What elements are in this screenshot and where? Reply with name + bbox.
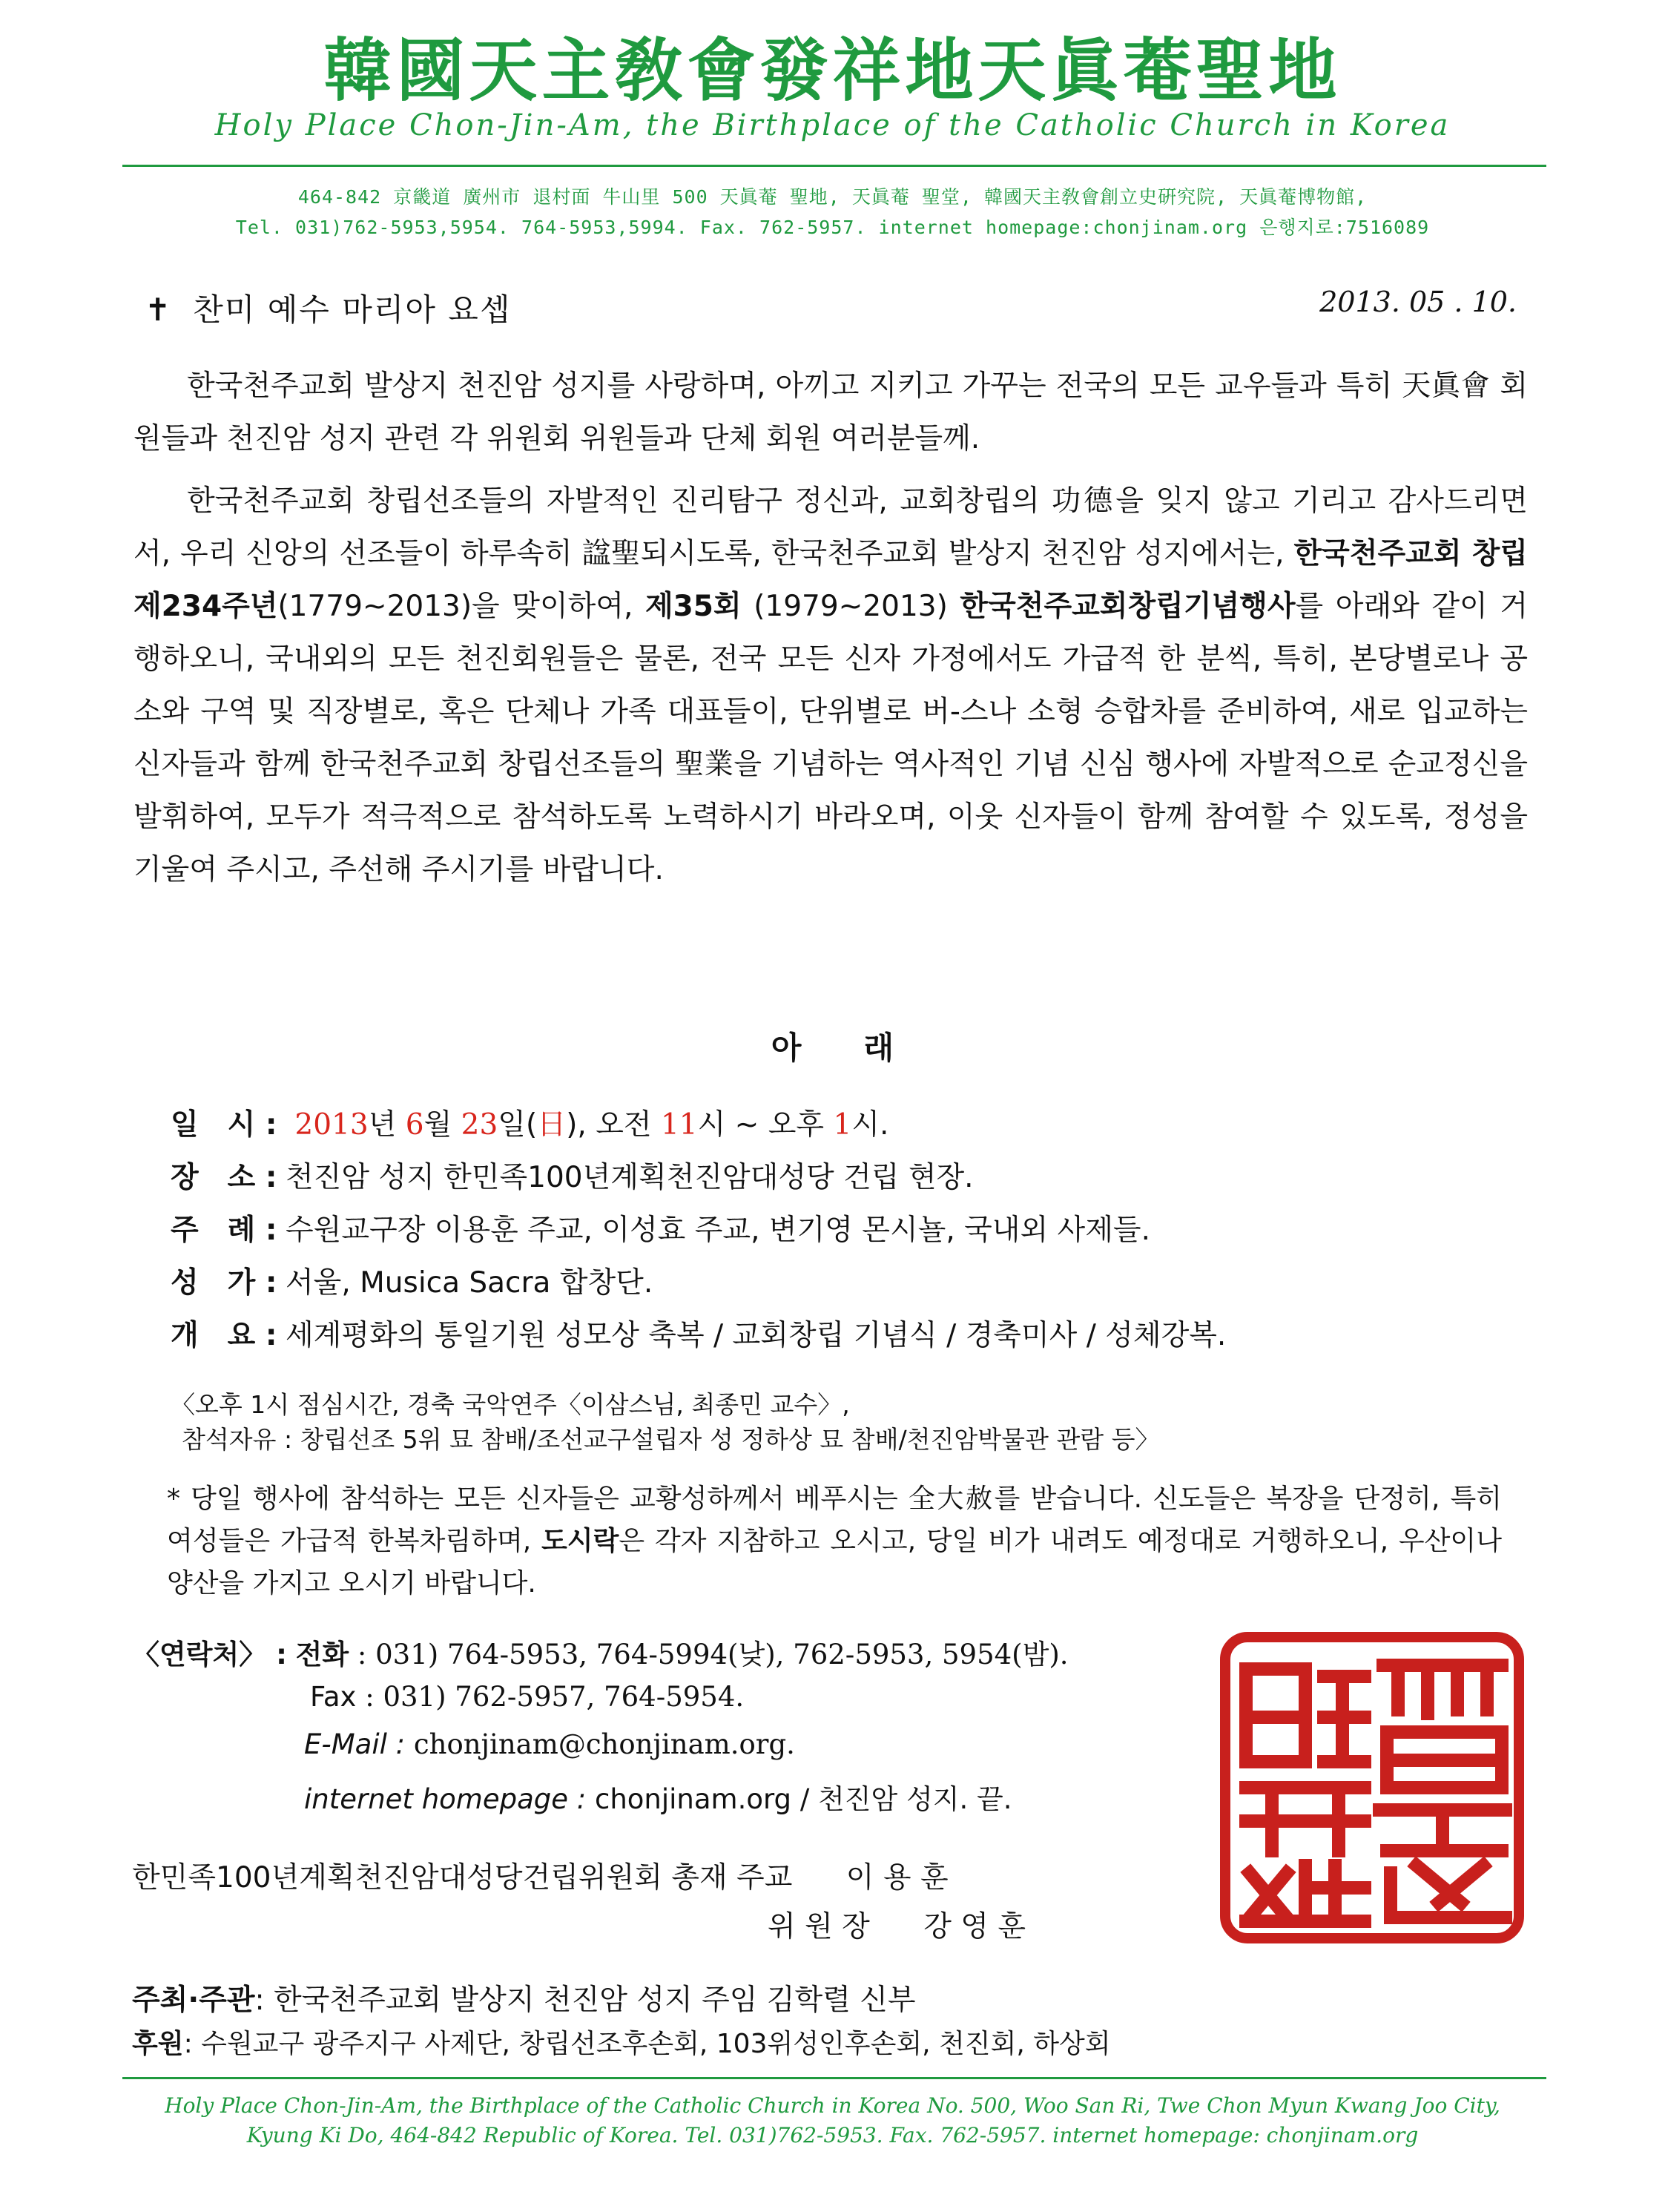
sponsor-value: : 수원교구 광주지구 사제단, 창립선조후손회, 103위성인후손회, 천진회, 하상회 bbox=[183, 2029, 1111, 2059]
host-label: 주최·주관 bbox=[132, 1984, 255, 2017]
officiant-value: 수원교구장 이용훈 주교, 이성효 주교, 변기영 몬시뇰, 국내외 사제들. bbox=[286, 1214, 1150, 1247]
detail-date-row bbox=[171, 1102, 888, 1143]
notice-heading: 아 래 bbox=[771, 1030, 894, 1066]
detail-officiant-row bbox=[171, 1207, 1150, 1248]
footer-line-2: Kyung Ki Do, 464-842 Republic of Korea. Tel. 031)762-5953. Fax. 762-5957. internet homepage: chonjinam.org bbox=[246, 2123, 1419, 2147]
footer-divider bbox=[122, 2077, 1546, 2079]
letterhead-title-english: Holy Place Chon-Jin-Am, the Birthplace of the Catholic Church in Korea bbox=[214, 108, 1451, 142]
date-text: ), 오전 bbox=[566, 1108, 661, 1142]
fax-value: : 031) 762-5957, 764-5954. bbox=[356, 1681, 745, 1713]
letterhead-title-hanja: 韓國天主敎會發祥地天眞菴聖地 bbox=[323, 30, 1342, 111]
header-divider bbox=[122, 165, 1546, 167]
event-name-bold: 한국천주교회창립기념행사 bbox=[960, 590, 1296, 623]
date-day: 23 bbox=[461, 1108, 498, 1142]
anniversary-bold: 한국천주교회 창립 제234주년 bbox=[133, 537, 1528, 623]
phone-label: 전화 bbox=[295, 1639, 349, 1670]
choir-label: 성 가 : bbox=[171, 1266, 277, 1300]
email-value[interactable]: chonjinam@chonjinam.org. bbox=[405, 1728, 795, 1760]
place-value: 천진암 성지 한민족100년계획천진암대성당 건립 현장. bbox=[286, 1161, 974, 1194]
contact-label: 〈연락처〉 : bbox=[132, 1639, 287, 1670]
committee-line bbox=[132, 1854, 949, 1896]
officiant-label: 주 례 : bbox=[171, 1214, 277, 1247]
chair-title: 위 원 장 bbox=[768, 1910, 870, 1943]
event-number-bold: 제35회 bbox=[645, 590, 742, 623]
date-start-hour: 11 bbox=[660, 1108, 698, 1142]
date-label: 일 시 : bbox=[171, 1108, 277, 1142]
footer-line-1: Holy Place Chon-Jin-Am, the Birthplace of the Catholic Church in Korea No. 500, Woo San Ri, Twe Chon Myun Kwang Joo City, bbox=[165, 2093, 1500, 2118]
date-text: 년 bbox=[368, 1108, 406, 1142]
homepage-link[interactable]: chonjinam.org bbox=[586, 1783, 792, 1815]
date-text: 시 ~ 오후 bbox=[697, 1108, 834, 1142]
date-month: 6 bbox=[405, 1108, 424, 1142]
phone-value: : 031) 764-5953, 764-5994(낮), 762-5953, 5954(밤). bbox=[349, 1639, 1069, 1670]
date-text: 일( bbox=[498, 1108, 538, 1142]
email-label: E-Mail : bbox=[304, 1728, 406, 1760]
fax-label: Fax bbox=[310, 1681, 357, 1713]
greeting-text: 찬미 예수 마리아 요셉 bbox=[193, 292, 512, 328]
main-paragraph-text-a: 한국천주교회 창립선조들의 자발적인 진리탐구 정신과, 교회창립의 功德을 잊지 않고 기리고 감사드리면서, 우리 신앙의 선조들이 하루속히 諡聖되시도록, 한국천주교회 발상지 천진암 성지에서는, bbox=[133, 484, 1528, 570]
date-text: 시. bbox=[851, 1108, 889, 1142]
contact-phone-row bbox=[132, 1632, 1069, 1672]
contact-email-row bbox=[304, 1728, 795, 1760]
cross-icon: ✝ bbox=[145, 292, 173, 328]
address-line-1: 464-842 京畿道 廣州市 退村面 牛山里 500 天眞菴 聖地, 天眞菴 聖堂, 韓國天主敎會創立史硏究院, 天眞菴博物館, bbox=[297, 186, 1368, 208]
host-value: : 한국천주교회 발상지 천진암 성지 주임 김학렬 신부 bbox=[254, 1984, 916, 2017]
star-note bbox=[167, 1478, 1502, 1604]
host-line bbox=[132, 1977, 916, 2018]
note-line-1: 〈오후 1시 점심시간, 경축 국악연주〈이삼스님, 최종민 교수〉, bbox=[171, 1390, 850, 1419]
chair-name: 강 영 훈 bbox=[923, 1910, 1026, 1943]
lunchbox-bold: 도시락 bbox=[541, 1526, 619, 1556]
note-line-2: 참석자유 : 창립선조 5위 묘 참배/조선교구설립자 성 정하상 묘 참배/천진암박물관 관람 등〉 bbox=[182, 1425, 1160, 1454]
sponsor-line bbox=[132, 2023, 1111, 2061]
committee-name: 한민족100년계획천진암대성당건립위원회 총재 주교 bbox=[132, 1861, 793, 1895]
homepage-tail: / 천진암 성지. 끝. bbox=[791, 1783, 1012, 1815]
contact-homepage-row bbox=[304, 1777, 1012, 1817]
date-text: 월 bbox=[423, 1108, 461, 1142]
detail-choir-row bbox=[171, 1260, 653, 1301]
choir-value: 서울, Musica Sacra 합창단. bbox=[286, 1266, 653, 1300]
address-line-2: Tel. 031)762-5953,5954. 764-5953,5994. Fax. 762-5957. internet homepage:chonjinam.org 은행지로:7516089 bbox=[235, 217, 1430, 238]
president-name: 이 용 훈 bbox=[845, 1861, 949, 1895]
contact-fax-row bbox=[310, 1681, 744, 1713]
intro-paragraph: 한국천주교회 발상지 천진암 성지를 사랑하며, 아끼고 지키고 가꾸는 전국의 모든 교우들과 특히 天眞會 회원들과 천진암 성지 관련 각 위원회 위원들과 단체 회원 여러분들께. bbox=[133, 369, 1528, 455]
summary-value: 세계평화의 통일기원 성모상 축복 / 교회창립 기념식 / 경축미사 / 성체강복. bbox=[286, 1319, 1227, 1352]
place-label: 장 소 : bbox=[171, 1161, 277, 1194]
star-note-text-a: * 당일 행사에 참석하는 모든 신자들은 교황성하께서 베푸시는 全大赦를 받습니다. 신도들은 복장을 단정히, 특히 여성들은 가급적 한복차림하며, bbox=[167, 1484, 1502, 1556]
detail-summary-row bbox=[171, 1312, 1226, 1354]
date-weekday: 日 bbox=[537, 1108, 567, 1142]
red-seal-stamp-icon bbox=[1216, 1628, 1528, 1947]
main-paragraph-text-c: (1779~2013)을 맞이하여, bbox=[277, 590, 645, 623]
star-note-text-c: 은 각자 지참하고 오시고, 당일 비가 내려도 예정대로 거행하오니, 우산이나 양산을 가지고 오시기 바랍니다. bbox=[167, 1526, 1502, 1599]
letter-date: 2013. 05 . 10. bbox=[1319, 286, 1517, 318]
homepage-label: internet homepage : bbox=[304, 1783, 587, 1815]
main-paragraph bbox=[133, 475, 1528, 896]
summary-label: 개 요 : bbox=[171, 1319, 277, 1352]
main-paragraph-text-e: 를 아래와 같이 거행하오니, 국내외의 모든 천진회원들은 물론, 전국 모든 신자 가정에서도 가급적 한 분씩, 특히, 본당별로나 공소와 구역 및 직장별로, 혹은 단체나 가족 대표들이, 단위별로 버-스나 소형 승합차를 준비하여, 새로 입교하는 신자들과 함께 한국천주교회 창립선조들의 聖業을 기념하는 역사적인 기념 신심 행사에 자발적으로 순교정신을 발휘하여, 모두가 적극적으로 참석하도록 노력하시기 바라오며, 이웃 신자들이 함께 참여할 수 있도록, 정성을 기울여 주시고, 주선해 주시기를 바랍니다. bbox=[133, 590, 1528, 886]
chair-line bbox=[768, 1903, 1026, 1945]
date-year: 2013 bbox=[294, 1108, 369, 1142]
main-paragraph-text-d: (1979~2013) bbox=[741, 590, 960, 623]
greeting-heading bbox=[145, 286, 511, 330]
sponsor-label: 후원 bbox=[132, 2029, 184, 2059]
date-end-hour: 1 bbox=[833, 1108, 852, 1142]
detail-place-row bbox=[171, 1154, 974, 1196]
